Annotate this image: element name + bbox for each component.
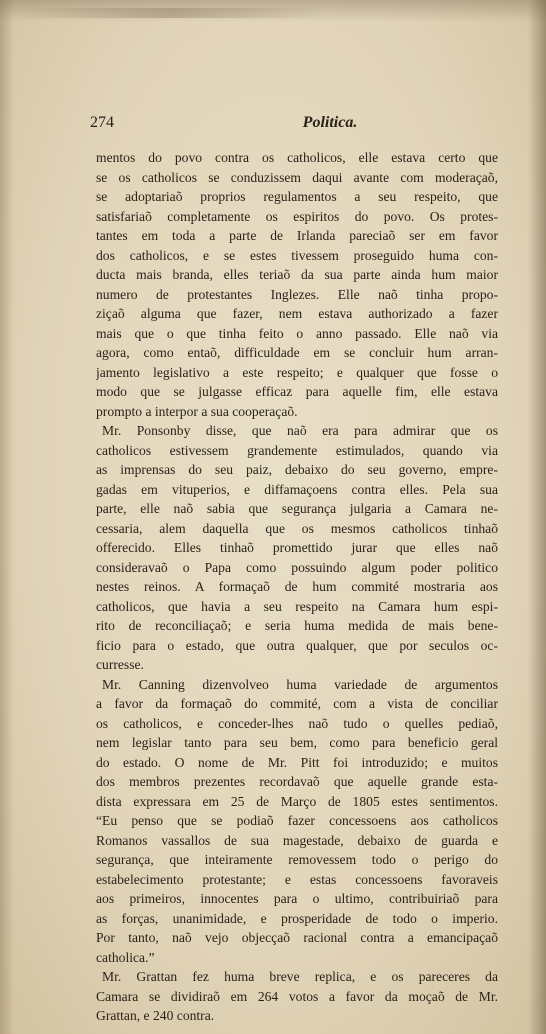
text-line: catholicos, que havia a seu respeito na Camara hum espi-	[96, 598, 498, 614]
text-line: as imprensas do seu paiz, debaixo do seu governo, empre-	[96, 462, 498, 477]
text-line: aos primeiros, innocentes para o ultimo, contribuiriaõ para	[96, 891, 498, 906]
text-line: ficio para o estado, que outra qualquer, que por seculos oc-	[96, 637, 498, 653]
text-line: os catholicos, e conceder-lhes naõ tudo o quelles pediaõ,	[96, 715, 498, 731]
text-line: segurança, que inteiramente removessem todo o perigo do	[96, 852, 498, 867]
text-line: modo que se julgasse efficaz para aquelle fim, elle estava	[96, 384, 498, 399]
text-line: jamento legislativo a este respeito; e qualquer que fosse o	[96, 364, 498, 380]
text-line: Grattan, e 240 contra.	[96, 1008, 215, 1023]
text-line: dista expressara em 25 de Março de 1805 estes sentimentos.	[96, 793, 498, 809]
text-line: tantes em toda a parte de Irlanda pareciaõ ser em favor	[96, 228, 498, 243]
text-line: dos catholicos, e se estes tivessem proseguido huma con-	[96, 247, 498, 263]
text-line: ziçaõ alguma que fazer, nem estava authorizado a fazer	[96, 306, 498, 321]
text-line: mais que o que tinha feito o anno passado. Elle naõ via	[96, 325, 498, 341]
text-line: offerecido. Elles tinhaõ promettido jurar que elles naõ	[96, 540, 498, 555]
text-line: Romanos vassallos de sua magestade, debaixo de guarda e	[96, 832, 498, 848]
text-line: satisfariaõ completamente os espiritos do povo. Os protes-	[96, 208, 498, 224]
text-line: dos membros prezentes recordavaõ que aquelle grande esta-	[96, 774, 498, 789]
text-line: catholica.”	[96, 949, 155, 965]
text-line: cessaria, alem daquella que os mesmos catholicos tinhaõ	[96, 520, 498, 536]
text-line: gadas em vituperios, e diffamaçoens contra elles. Pela sua	[96, 481, 498, 497]
text-line: a favor da formaçaõ do commité, com a vista de conciliar	[96, 696, 498, 711]
page-edge-shadow-left	[0, 0, 14, 1034]
text-line: consideravaõ o Papa como possuindo algum poder politico	[96, 559, 498, 575]
text-line: ducta mais branda, elles teriaõ da sua parte ainda hum maior	[96, 267, 498, 282]
text-line: parte, elle naõ sabia que segurança julgaria a Camara ne-	[96, 501, 498, 516]
text-line: Camara se dividiraõ em 264 votos a favor da moçaõ de Mr.	[96, 988, 498, 1004]
page-edge-shadow-right	[528, 0, 546, 1034]
text-line: estabelecimento protestante; e estas concessoens favoraveis	[96, 871, 498, 887]
text-line: do estado. O nome de Mr. Pitt foi introduzido; e muitos	[96, 754, 498, 770]
text-line: se os catholicos se conduzissem daqui avante com moderaçaõ,	[96, 169, 498, 185]
text-line: mentos do povo contra os catholicos, elle estava certo que	[96, 150, 498, 165]
text-line: Por tanto, naõ vejo objecçaõ racional contra a emancipaçaõ	[96, 930, 498, 945]
page-header	[90, 114, 500, 136]
text-line: agora, como entaõ, difficuldade em se concluir hum arran-	[96, 345, 498, 360]
text-line: numero de protestantes Inglezes. Elle naõ tinha propo-	[96, 286, 498, 302]
text-line: prompto a interpor a sua cooperaçaõ.	[96, 403, 298, 419]
running-title: Politica.	[302, 114, 358, 131]
page-number: 274	[90, 114, 114, 131]
text-line: Mr. Canning dizenvolveo huma variedade de argumentos	[102, 676, 498, 692]
body-text	[96, 148, 498, 1026]
paper-smudge	[20, 8, 320, 18]
text-line: nem legislar tanto para seu bem, como para beneficio geral	[96, 735, 498, 750]
text-line: rito de reconciliaçaõ; e seria huma medida de mais bene-	[96, 618, 498, 633]
text-line: as forças, unanimidade, e prosperidade de todo o imperio.	[96, 910, 498, 926]
text-line: nestes reinos. A formaçaõ de hum commité mostraria aos	[96, 579, 498, 594]
text-line: catholicos estivessem grandemente estimulados, quando via	[96, 442, 498, 458]
text-line: curresse.	[96, 657, 144, 672]
text-line: “Eu penso que se podiaõ fazer concessoens aos catholicos	[96, 813, 498, 828]
text-line: se adoptariaõ proprios regulamentos a seu respeito, que	[96, 189, 498, 204]
text-line: Mr. Ponsonby disse, que naõ era para admirar que os	[102, 423, 498, 438]
text-line: Mr. Grattan fez huma breve replica, e os pareceres da	[102, 969, 498, 984]
